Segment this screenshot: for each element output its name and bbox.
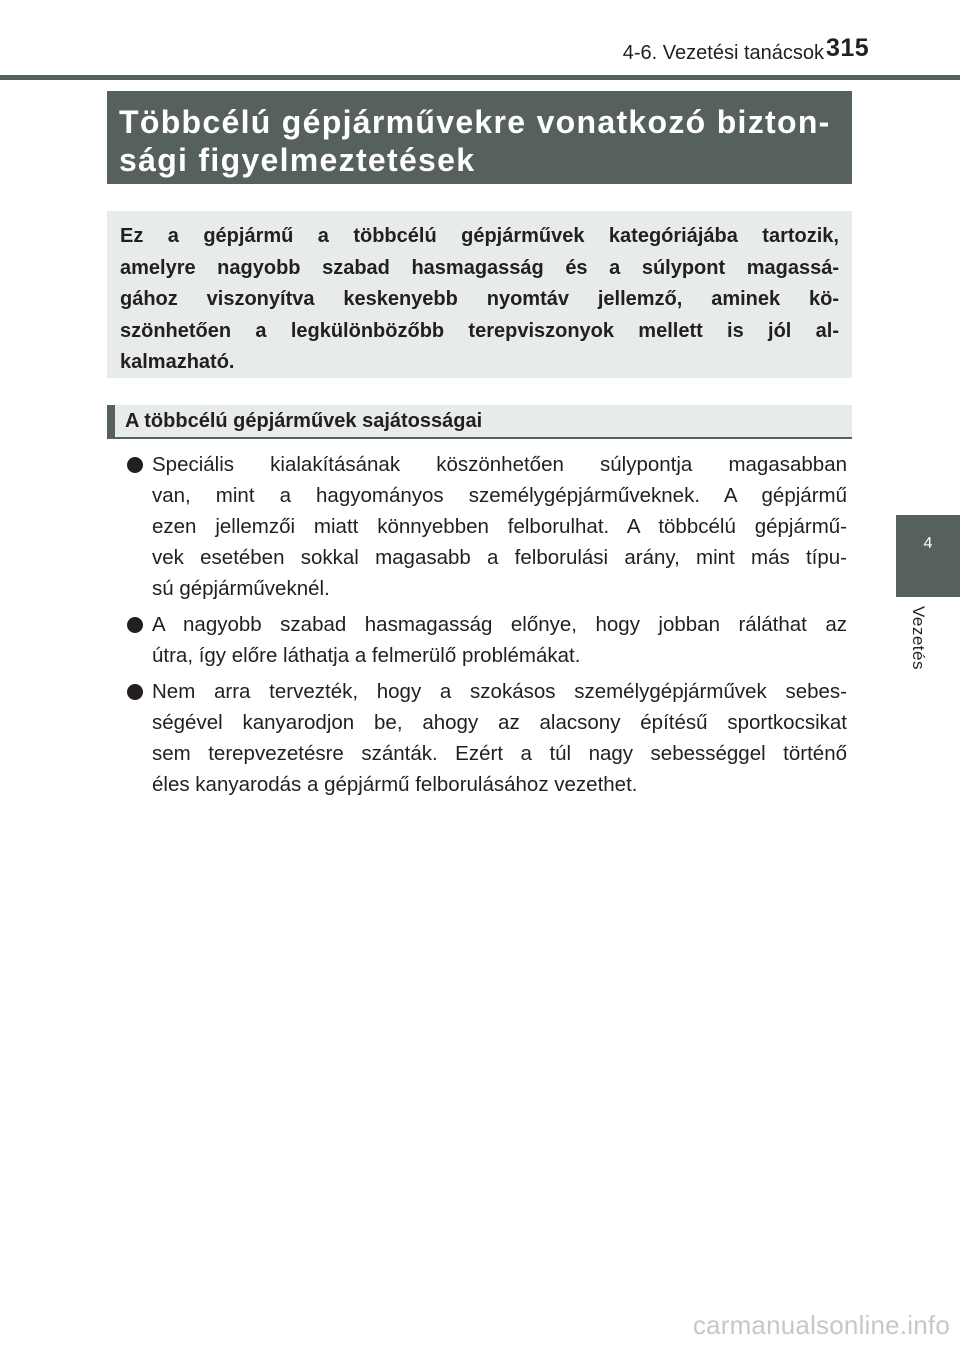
bullet-dot-icon xyxy=(127,684,143,700)
header-divider xyxy=(0,75,960,80)
list-item xyxy=(127,449,847,604)
list-item-line: A nagyobb szabad hasmagasság előnye, hogy jobban ráláthat az xyxy=(152,613,847,636)
section-heading-box xyxy=(107,91,852,184)
bullet-list xyxy=(127,449,847,805)
list-item-line: ségével kanyarodjon be, ahogy az alacsony építésű sportkocsikat xyxy=(152,711,847,734)
list-item-line: sem terepvezetésre szánták. Ezért a túl nagy sebességgel történő xyxy=(152,742,847,765)
intro-line: szönhetően a legkülönbözőbb terepviszonyok mellett is jól al- xyxy=(120,319,839,342)
list-item-line: Nem arra tervezték, hogy a szokásos személygépjárművek sebes- xyxy=(152,680,847,703)
intro-line: kalmazható. xyxy=(120,351,235,373)
section-heading-line: Többcélú gépjárművekre vonatkozó bizton- xyxy=(119,104,831,140)
watermark: carmanualsonline.info xyxy=(692,1310,950,1340)
subheading xyxy=(107,405,852,439)
intro-box xyxy=(107,211,852,378)
subheading-text: A többcélú gépjárművek sajátosságai xyxy=(125,410,483,432)
section-title: 4-6. Vezetési tanácsok xyxy=(622,42,824,64)
list-item-line: éles kanyarodás a gépjármű felborulásához vezethet. xyxy=(152,773,638,796)
subheading-accent-bar xyxy=(107,405,115,437)
intro-line: Ez a gépjármű a többcélú gépjárművek kategóriájába tartozik, xyxy=(120,225,839,247)
list-item xyxy=(127,676,847,800)
intro-line: amelyre nagyobb szabad hasmagasság és a súlypont magassá- xyxy=(120,256,839,279)
list-item-line: Speciális kialakításának köszönhetően súlypontja magasabban xyxy=(152,453,847,476)
page-number: 315 xyxy=(826,34,870,62)
bullet-dot-icon xyxy=(127,457,143,473)
list-item-line: vek esetében sokkal magasabb a felborulási arány, mint más típu- xyxy=(152,546,847,569)
list-item-line: van, mint a hagyományos személygépjárműveknek. A gépjármű xyxy=(152,484,847,507)
list-item-line: ezen jellemzői miatt könnyebben felborulhat. A többcélú gépjármű- xyxy=(152,515,847,538)
intro-line: gához viszonyítva keskenyebb nyomtáv jellemző, aminek kö- xyxy=(120,288,839,310)
list-item-line: sú gépjárműveknél. xyxy=(152,577,330,600)
list-item-line: útra, így előre láthatja a felmerülő problémákat. xyxy=(152,644,581,667)
bullet-dot-icon xyxy=(127,617,143,633)
list-item xyxy=(127,609,847,671)
chapter-tab xyxy=(896,515,960,597)
chapter-tab-number: 4 xyxy=(923,535,933,552)
chapter-tab-label: Vezetés xyxy=(909,606,928,670)
section-heading-line: sági figyelmeztetések xyxy=(119,142,476,178)
